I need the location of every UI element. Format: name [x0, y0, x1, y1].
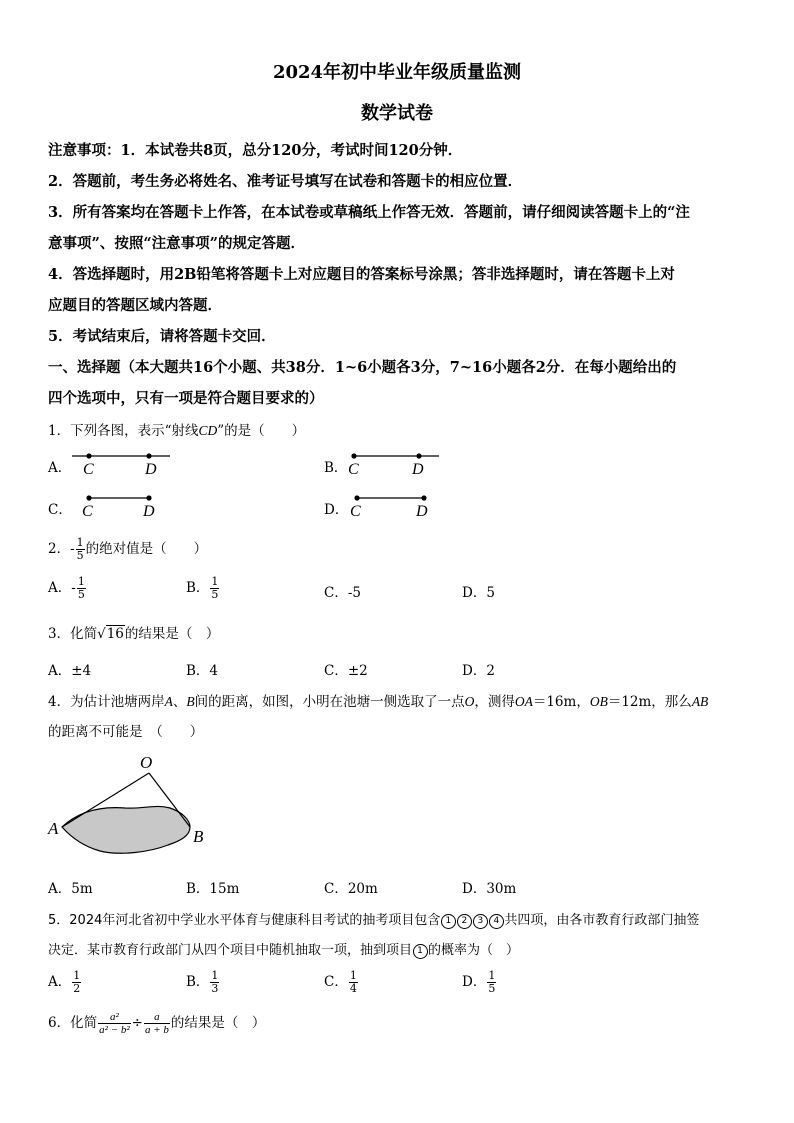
point-d: [146, 453, 151, 458]
q4-option-b: B．15m: [186, 881, 240, 897]
q2-option-d: D．5: [462, 585, 495, 601]
label-d: D: [416, 503, 428, 520]
note-line-4: 意事项”、按照“注意事项”的规定答题．: [48, 235, 306, 252]
q3-option-c: C．±2: [324, 663, 368, 679]
point-c: [86, 453, 91, 458]
fraction: $\frac{1}{5}$: [76, 536, 84, 562]
question-4-stem-line-1: 4．为估计池塘两岸A、B间的距离，如图，小明在池塘一侧选取了一点O，测得OA＝16m，OB＝12m，那么AB: [48, 694, 709, 710]
point-c: [354, 495, 359, 500]
label-c: C: [350, 503, 361, 520]
point-d: [421, 495, 426, 500]
note-line-6: 应题目的答题区域内答题．: [48, 297, 222, 314]
q1-option-b-label: B．: [324, 460, 348, 476]
q5-option-d: D． $\frac{1}{5}$: [462, 969, 496, 995]
q1-option-d-figure: [344, 490, 454, 520]
q3-option-a: A．±4: [48, 663, 92, 679]
q1-option-b-figure: [344, 448, 454, 478]
label-b: B: [193, 827, 204, 846]
question-6-stem: 6．化简 $\frac{\text{a²}}{\text{a² − b²}}$ ÷ $\frac{a}{a + b}$ 的结果是（ ）: [48, 1011, 266, 1036]
point-d: [146, 495, 151, 500]
section-heading-line-1: 一、选择题（本大题共16个小题、共38分．1~6小题各3分，7~16小题各2分．在每小题给出的: [48, 359, 677, 376]
question-4-stem-line-2: 的距离不可能是 （ ）: [48, 724, 204, 740]
q4-option-c: C．20m: [324, 881, 378, 897]
q5-option-a: A． $\frac{1}{2}$: [48, 969, 81, 995]
note-line-1: 注意事项：1．本试卷共8页，总分120分，考试时间120分钟．: [48, 142, 463, 159]
note-line-7: 5．考试结束后，请将答题卡交回．: [48, 328, 276, 345]
question-5-stem-line-1: 5．2024年河北省初中学业水平体育与健康科目考试的抽考项目包含 1 2 3 4 共四项，由各市教育行政部门抽签: [48, 913, 700, 928]
label-a: A: [48, 819, 59, 838]
note-line-5: 4．答选择题时，用2B铅笔将答题卡上对应题目的答案标号涂黑；答非选择题时，请在答题卡上对: [48, 266, 675, 283]
label-c: C: [83, 461, 94, 478]
q4-pond-figure: [40, 748, 220, 868]
label-o: O: [140, 753, 153, 772]
question-2-stem: 2．- $\frac{1}{5}$ 的绝对值是（ ）: [48, 536, 208, 562]
point-c: [351, 453, 356, 458]
question-5-stem-line-2: 决定．某市教育行政部门从四个项目中随机抽取一项，抽到项目 1 的概率为（ ）: [48, 943, 520, 958]
question-1-stem: 1．下列各图，表示“射线CD”的是（ ）: [48, 423, 306, 439]
q2-option-a: A．- $\frac{1}{5}$: [48, 575, 85, 601]
note-line-2: 2．答题前，考生务必将姓名、准考证号填写在试卷和答题卡的相应位置．: [48, 173, 523, 190]
q3-option-d: D．2: [462, 663, 495, 679]
point-c: [86, 495, 91, 500]
label-d: D: [143, 503, 155, 520]
q1-option-d-label: D．: [324, 502, 349, 518]
q1-option-c-figure: [70, 490, 180, 520]
q5-option-c: C． $\frac{1}{4}$: [324, 969, 357, 995]
label-c: C: [348, 461, 359, 478]
q2-option-b: B． $\frac{1}{5}$: [186, 575, 219, 601]
page-subtitle: 数学试卷: [361, 103, 433, 124]
section-heading-line-2: 四个选项中，只有一项是符合题目要求的）: [48, 390, 324, 407]
q3-option-b: B．4: [186, 663, 219, 679]
q5-option-b: B． $\frac{1}{3}$: [186, 969, 219, 995]
q1-option-a-label: A．: [48, 460, 72, 476]
q1-option-c-label: C．: [48, 502, 72, 518]
label-d: D: [145, 461, 157, 478]
fraction-2: $\frac{a}{a + b}$: [144, 1011, 169, 1036]
point-d: [416, 453, 421, 458]
label-c: C: [82, 503, 93, 520]
question-3-stem: 3．化简√16的结果是（ ）: [48, 626, 220, 642]
label-d: D: [412, 461, 424, 478]
fraction-1: $\frac{\text{a²}}{\text{a² − b²}}$: [99, 1011, 130, 1036]
pond-shape: [62, 806, 190, 853]
q1-option-a-figure: [70, 448, 180, 478]
q2-option-c: C．-5: [324, 585, 361, 601]
note-line-3: 3．所有答案均在答题卡上作答，在本试卷或草稿纸上作答无效．答题前，请仔细阅读答题卡上的“注: [48, 204, 690, 221]
q4-option-d: D．30m: [462, 881, 517, 897]
page-title: 2024年初中毕业年级质量监测: [272, 62, 522, 83]
q4-option-a: A．5m: [48, 881, 93, 897]
